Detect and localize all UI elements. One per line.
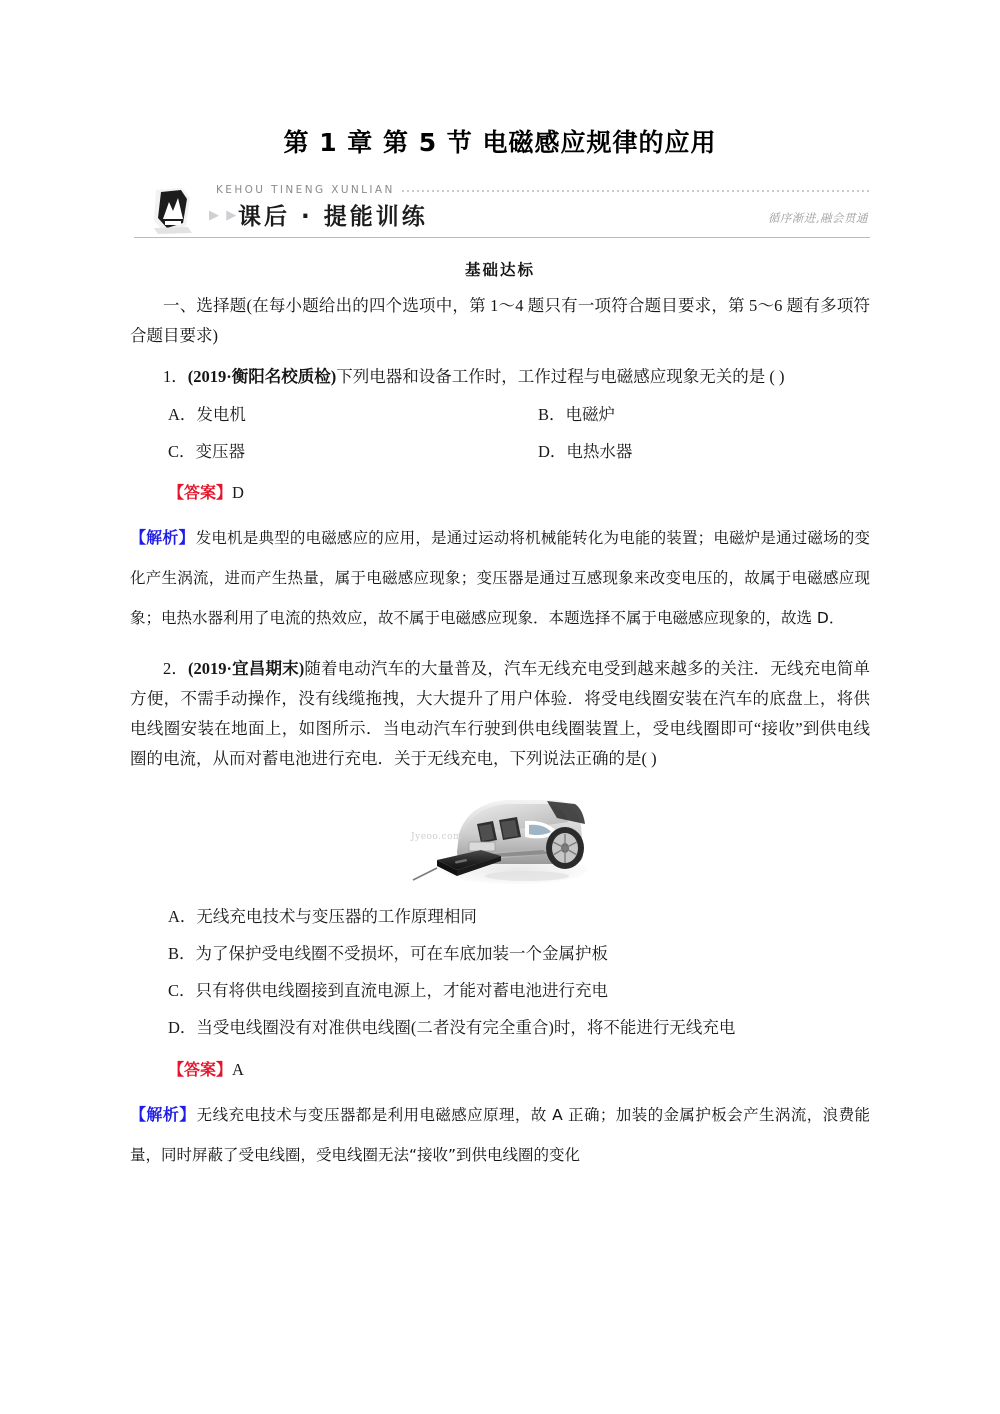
question-1-options-row-1	[130, 401, 870, 429]
wireless-charging-car-photo	[407, 788, 593, 890]
question-2-answer-value: A	[232, 1059, 244, 1079]
question-2-options	[130, 901, 870, 1043]
page-title: 第 1 章 第 5 节 电磁感应规律的应用	[283, 128, 717, 157]
question-1-option-b[interactable]: B．电磁炉	[538, 405, 616, 424]
question-2-option-a[interactable]: A．无线充电技术与变压器的工作原理相同	[168, 906, 477, 926]
mountain-diamond-logo-icon	[148, 186, 206, 236]
question-1-option-a[interactable]: A．发电机	[168, 405, 246, 424]
figure-watermark: Jyeoo.com	[411, 831, 463, 842]
question-1	[130, 362, 870, 638]
question-2-analysis-text: 无线充电技术与变压器都是利用电磁感应原理，故 A 正确；加装的金属护板会产生涡流，浪费能量，同时屏蔽了受电线圈，受电线圈无法“接收”到供电线圈的变化	[130, 1105, 870, 1164]
question-2	[130, 654, 870, 1175]
question-2-answer-tag: 【答案】	[168, 1059, 233, 1079]
question-2-figure-wrap	[130, 788, 870, 895]
question-2-analysis-tag: 【解析】	[130, 1104, 196, 1124]
banner-bottom-rule	[134, 237, 870, 238]
section-banner	[130, 180, 870, 242]
question-1-option-c[interactable]: C．变压器	[168, 442, 246, 461]
banner-dotted-rule	[402, 190, 870, 192]
question-1-answer-value: D	[232, 483, 244, 502]
section-heading: 基础达标	[464, 261, 535, 279]
question-1-source: (2019·衡阳名校质检)	[187, 367, 337, 386]
question-1-number: 1．	[163, 367, 188, 386]
question-2-answer	[130, 1055, 870, 1085]
question-1-stem	[130, 362, 870, 392]
question-2-option-c[interactable]: C．只有将供电线圈接到直流电源上，才能对蓄电池进行充电	[168, 980, 609, 1000]
question-1-option-d[interactable]: D．电热水器	[538, 442, 633, 461]
banner-motto: 循序渐进,融会贯通	[767, 211, 868, 225]
banner-title: 课后 · 提能训练	[238, 204, 428, 230]
section-instructions: 一、选择题(在每小题给出的四个选项中，第 1～4 题只有一项符合题目要求，第 5～6 题有多项符合题目要求)	[130, 296, 870, 345]
banner-pinyin: KEHOU TINENG XUNLIAN	[216, 184, 395, 196]
question-1-answer-tag: 【答案】	[168, 483, 233, 502]
question-1-answer	[130, 478, 870, 508]
question-1-analysis	[130, 518, 870, 638]
question-2-analysis	[130, 1095, 870, 1175]
question-1-text: 下列电器和设备工作时，工作过程与电磁感应现象无关的是	[336, 367, 766, 386]
question-2-number: 2．	[163, 658, 189, 678]
question-2-source: (2019·宜昌期末)	[188, 658, 305, 678]
question-2-option-d[interactable]: D．当受电线圈没有对准供电线圈(二者没有完全重合)时，将不能进行无线充电	[168, 1017, 736, 1037]
question-2-stem	[130, 654, 870, 774]
question-2-option-b[interactable]: B．为了保护受电线圈不受损坏，可在车底加装一个金属护板	[168, 943, 609, 963]
question-1-analysis-tag: 【解析】	[130, 528, 195, 547]
question-1-blank: ( )	[769, 367, 785, 386]
question-1-options-row-2	[130, 438, 870, 466]
question-2-text: 随着电动汽车的大量普及，汽车无线充电受到越来越多的关注．无线充电简单方便，不需手动操作，没有线缆拖拽，大大提升了用户体验．将受电线圈安装在汽车的底盘上，将供电线圈安装在地面上，如图所示．当电动汽车行驶到供电线圈装置上，受电线圈即可“接收”到供电线圈的电流，从而对蓄电池进行充电．关于无线充电，下列说法正确的是( )	[130, 658, 871, 768]
banner-arrow-icon: ▶ ▶	[209, 207, 239, 222]
question-1-analysis-text: 发电机是典型的电磁感应的应用，是通过运动将机械能转化为电能的装置；电磁炉是通过磁场的变化产生涡流，进而产生热量，属于电磁感应现象；变压器是通过互感现象来改变电压的，故属于电磁感应现象；电热水器利用了电流的热效应，故不属于电磁感应现象．本题选择不属于电磁感应现象的，故选 D．	[130, 529, 870, 627]
